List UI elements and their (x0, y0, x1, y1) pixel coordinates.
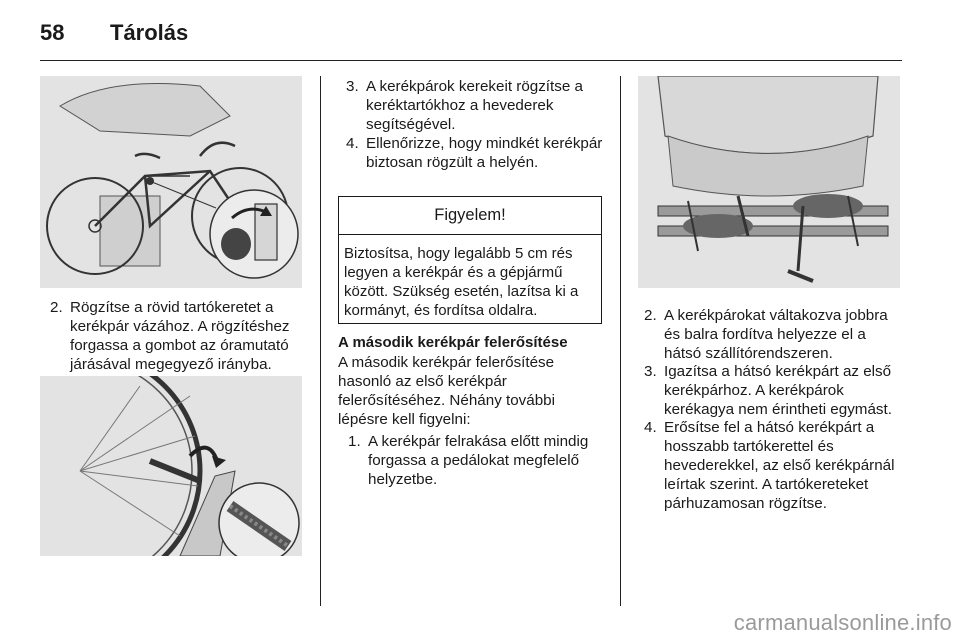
step-text: Erősítse fel a hátsó kerékpárt a hosszabb tartókerettel és hevederekkel, az első kerékpárnál leírtak szerint. A tartókereteket párhuzamosan rögzítse. (664, 419, 895, 512)
page-number: 58 (40, 20, 65, 45)
page-header (40, 20, 188, 48)
middle-step-4 (346, 134, 606, 172)
header-rule (40, 60, 902, 61)
column-divider-left (320, 76, 321, 606)
footer-watermark: carmanualsonline.info (733, 610, 952, 635)
step-text: A kerékpárokat váltakozva jobbra és balra fordítva helyezze el a hátsó szállítórendszeren. (664, 307, 888, 362)
bike-frame-mount-drawing (40, 76, 302, 288)
left-step-2 (50, 298, 302, 374)
rear-carrier-bikes-illustration (638, 76, 900, 288)
right-step-3 (644, 362, 906, 419)
step-number: 1. (348, 433, 361, 450)
rear-carrier-drawing (638, 76, 900, 288)
step-text: Ellenőrizze, hogy mindkét kerékpár biztosan rögzült a helyén. (366, 135, 603, 171)
right-step-4 (644, 418, 906, 513)
wheel-strap-illustration (40, 376, 302, 556)
section-paragraph: A második kerékpár felerősítése hasonló az első kerékpár felerősítéséhez. Néhány további lépésre kell figyelni: (338, 354, 555, 428)
section-heading: A második kerékpár felerősítése (338, 334, 568, 351)
step-text: Igazítsa a hátsó kerékpárt az első kerékpárhoz. A kerékpárok kerékagya nem érintheti egymást. (664, 363, 892, 418)
right-step-2 (644, 306, 906, 363)
step-number: 4. (644, 419, 657, 436)
step-number: 3. (346, 78, 359, 95)
step-number: 2. (50, 299, 63, 316)
warning-box (338, 196, 602, 324)
warning-body: Biztosítsa, hogy legalább 5 cm rés legyen a kerékpár és a gépjármű között. Szükség esetén, lazítsa ki a kormányt, és fordítsa oldalra. (344, 245, 579, 319)
bike-frame-mount-illustration (40, 76, 302, 288)
step-text: A kerékpár felrakása előtt mindig forgassa a pedálokat megfelelő helyzetbe. (368, 433, 589, 488)
middle-step-1 (348, 432, 606, 489)
step-text: Rögzítse a rövid tartókeretet a kerékpár vázához. A rögzítéshez forgassa a gombot az óramutató járásával megegyező irányba. (70, 299, 290, 373)
wheel-strap-drawing (40, 376, 302, 556)
page-title: Tárolás (110, 20, 189, 45)
middle-step-3 (346, 77, 606, 134)
column-divider-right (620, 76, 621, 606)
warning-title: Figyelem! (339, 197, 601, 235)
step-number: 4. (346, 135, 359, 152)
step-number: 3. (644, 363, 657, 380)
step-number: 2. (644, 307, 657, 324)
step-text: A kerékpárok kerekeit rögzítse a keréktartókhoz a hevederek segítségével. (366, 78, 583, 133)
